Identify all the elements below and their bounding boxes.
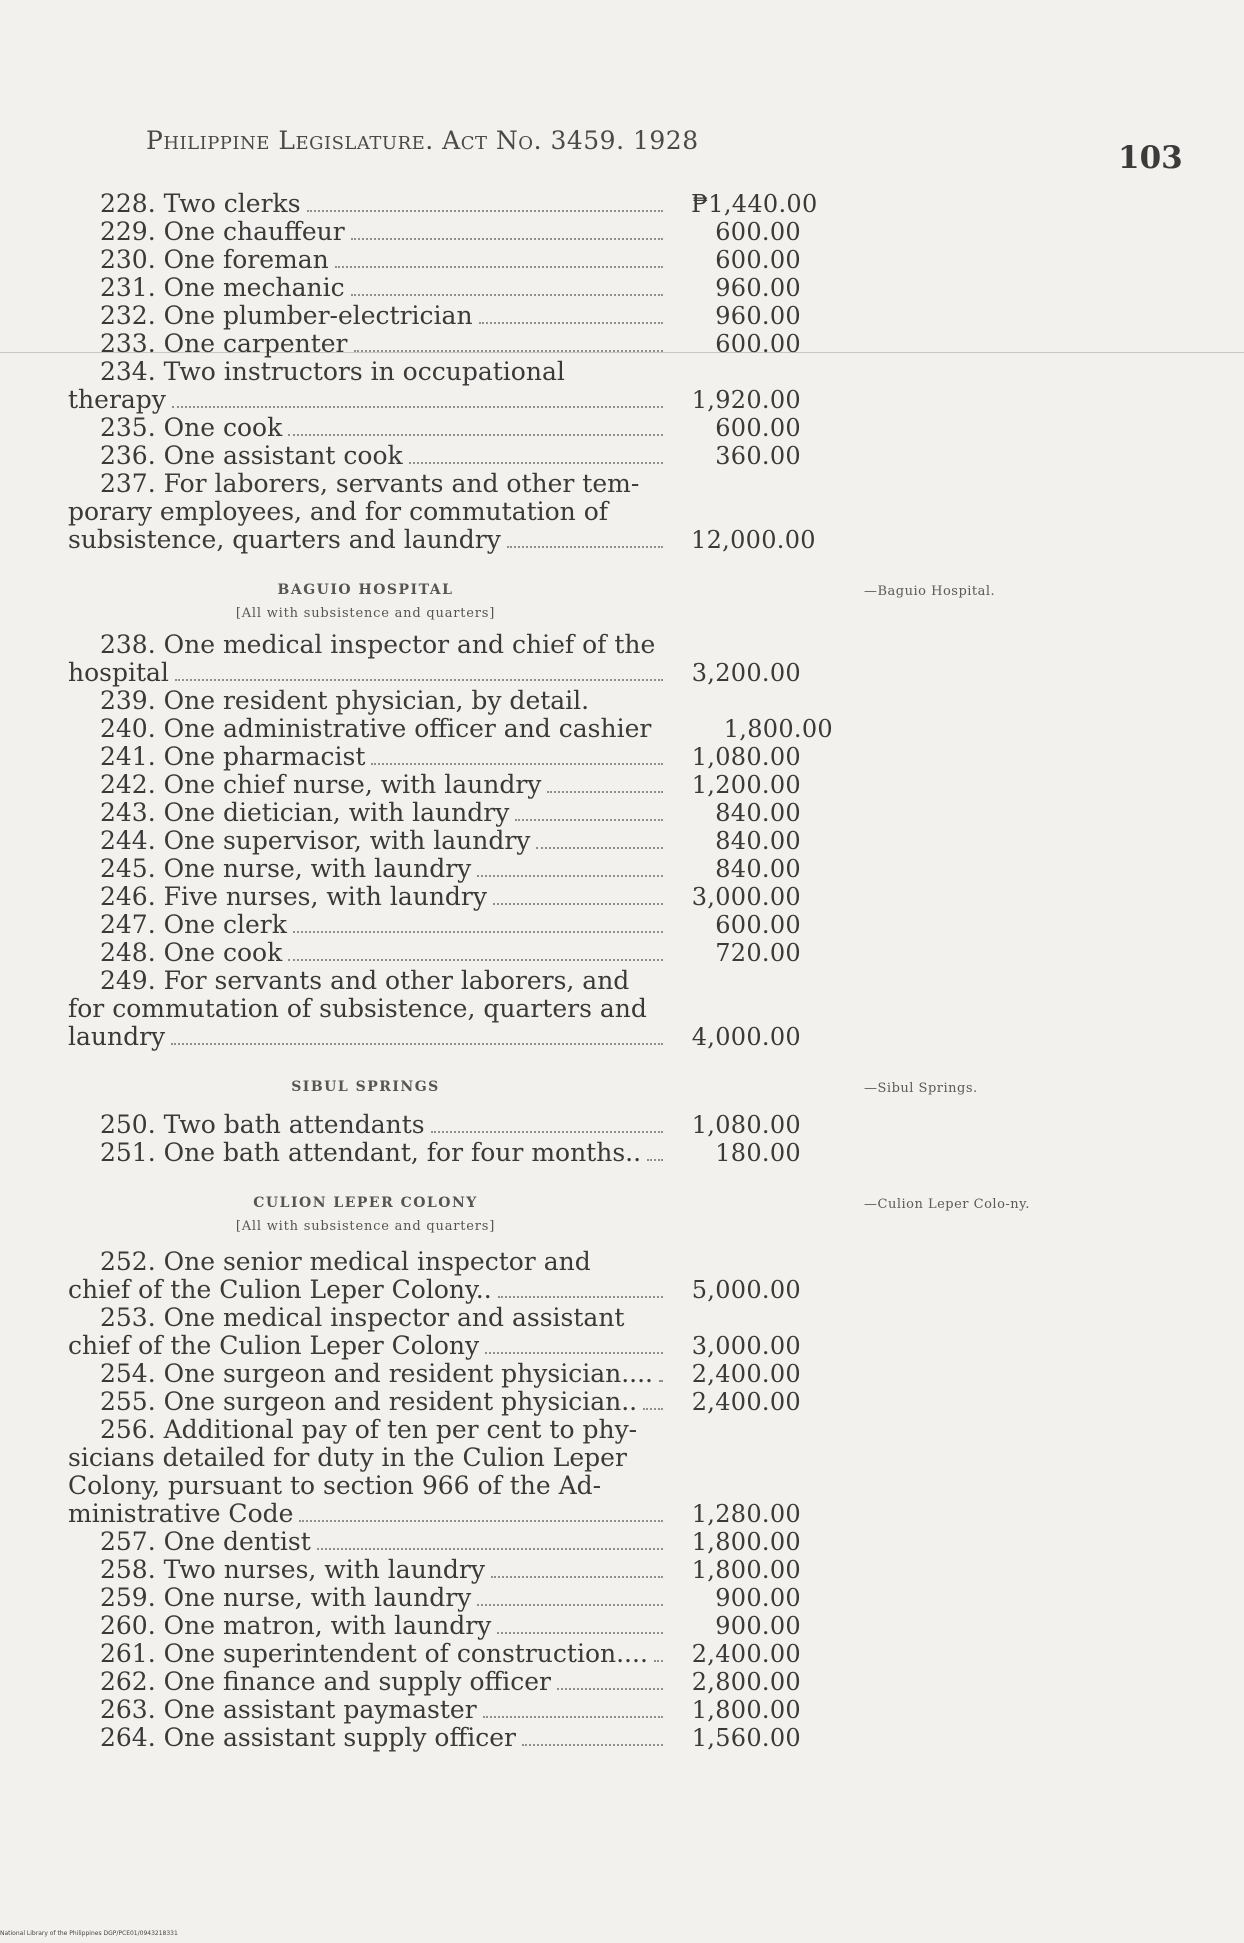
item-text (68, 1724, 516, 1752)
item-description: One supervisor, with laundry (163, 826, 531, 855)
leader-dots (409, 444, 663, 464)
item-description: Two nurses, with laundry (163, 1555, 485, 1584)
item-text (68, 1696, 477, 1724)
item-number: 246. (100, 882, 156, 911)
section-note-baguio: [All with subsistence and quarters] (235, 606, 496, 621)
item-row (68, 1556, 868, 1584)
leader-dots (654, 1642, 663, 1662)
item-amount: 1,200.00 (691, 771, 801, 799)
item-row (68, 827, 868, 855)
item-number: 254. (100, 1359, 156, 1388)
item-row (68, 1111, 868, 1139)
item-number: 257. (100, 1527, 156, 1556)
item-description: Five nurses, with laundry (163, 882, 488, 911)
leader-dots (171, 1025, 663, 1045)
section-title-baguio: BAGUIO HOSPITAL (277, 582, 454, 598)
section-baguio (68, 570, 996, 606)
item-row (68, 1584, 868, 1612)
item-number: 251. (100, 1138, 156, 1167)
item-253-amount: 3,000.00 (691, 1332, 801, 1360)
item-description: One dietician, with laundry (163, 798, 510, 827)
item-description: One dentist (163, 1527, 311, 1556)
leader-dots (493, 885, 663, 905)
item-amount: 900.00 (715, 1584, 801, 1612)
item-text (68, 1111, 425, 1139)
leader-dots (477, 857, 663, 877)
item-256 (68, 1416, 868, 1528)
item-number: 264. (100, 1723, 156, 1752)
section-title-culion: CULION LEPER COLONY (253, 1195, 478, 1211)
item-text (68, 1388, 637, 1416)
leader-dots (351, 220, 663, 240)
item-number: 229. (100, 217, 156, 246)
item-description: One assistant supply officer (163, 1723, 516, 1752)
item-text (68, 1612, 491, 1640)
item-text (68, 939, 282, 967)
item-249-line-2: for commutation of subsistence, quarters and (68, 994, 647, 1023)
section-culion (68, 1183, 1030, 1219)
leader-dots (659, 1362, 663, 1382)
item-amount: 2,400.00 (691, 1360, 801, 1388)
leader-dots (431, 1113, 663, 1133)
item-row (68, 799, 868, 827)
item-amount: 600.00 (715, 218, 801, 246)
item-text (68, 190, 301, 218)
item-text (68, 218, 345, 246)
item-text (68, 743, 365, 771)
leader-dots (288, 941, 663, 961)
item-249-line-1: 249. For servants and other laborers, and (100, 966, 630, 995)
leader-dots (643, 1390, 663, 1410)
item-238-line-1: 238. One medical inspector and chief of the (100, 630, 656, 659)
item-row (68, 1696, 868, 1724)
item-number: 262. (100, 1667, 156, 1696)
item-row (68, 939, 868, 967)
item-amount: 840.00 (715, 855, 801, 883)
item-237-line-3: subsistence, quarters and laundry (68, 525, 501, 554)
item-237-line-1: 237. For laborers, servants and other tem- (100, 469, 640, 498)
leader-dots (491, 1558, 663, 1578)
leader-dots (335, 248, 663, 268)
leader-dots (483, 1698, 663, 1718)
leader-dots (497, 1614, 663, 1634)
item-number: 248. (100, 938, 156, 967)
item-description: One cook (163, 938, 283, 967)
item-240-text: 240. One administrative officer and cashier (100, 714, 652, 743)
item-amount: 1,800.00 (691, 1556, 801, 1584)
item-text (68, 1139, 641, 1167)
item-text (68, 246, 329, 274)
section-note-culion: [All with subsistence and quarters] (235, 1219, 496, 1234)
item-234-line-2: therapy (68, 385, 166, 414)
item-row (68, 218, 868, 246)
item-description: One chauffeur (163, 217, 345, 246)
item-description: One surgeon and resident physician.. (163, 1387, 638, 1416)
item-237 (68, 470, 868, 554)
item-row (68, 414, 868, 442)
item-amount: 2,400.00 (691, 1388, 801, 1416)
item-text (68, 799, 509, 827)
item-description: One plumber-electrician (163, 301, 473, 330)
running-title: Philippine Legislature. Act No. 3459. 1928 (146, 126, 699, 155)
item-amount: 840.00 (715, 827, 801, 855)
item-234 (68, 358, 868, 414)
item-description: One chief nurse, with laundry (163, 770, 542, 799)
leader-dots (307, 192, 663, 212)
item-text (68, 1640, 648, 1668)
item-252 (68, 1248, 868, 1304)
group-1 (68, 190, 868, 358)
item-row (68, 771, 868, 799)
item-text (68, 274, 345, 302)
item-text (68, 1528, 311, 1556)
group-6 (68, 1528, 868, 1752)
item-text (68, 414, 282, 442)
item-238 (68, 631, 868, 687)
item-amount: 360.00 (715, 442, 801, 470)
item-number: 261. (100, 1639, 156, 1668)
leader-dots (498, 1278, 663, 1298)
item-256-line-2: sicians detailed for duty in the Culion Leper (68, 1443, 627, 1472)
leader-dots (647, 1141, 663, 1161)
item-row (68, 911, 868, 939)
item-description: One superintendent of construction.... (163, 1639, 648, 1668)
item-amount: 600.00 (715, 246, 801, 274)
item-249-line-3: laundry (68, 1022, 166, 1051)
item-row (68, 302, 868, 330)
item-description: One assistant paymaster (163, 1695, 477, 1724)
leader-dots (515, 801, 663, 821)
item-number: 255. (100, 1387, 156, 1416)
leader-dots (371, 745, 663, 765)
item-amount: 1,080.00 (691, 1111, 801, 1139)
item-number: 260. (100, 1611, 156, 1640)
leader-dots (507, 528, 663, 548)
item-row (68, 330, 868, 358)
item-number: 247. (100, 910, 156, 939)
group-4 (68, 1111, 868, 1167)
item-amount: 600.00 (715, 414, 801, 442)
library-footer: National Library of the Philippines DGP/PCE01/0943218331 (0, 1930, 178, 1937)
item-description: One bath attendant, for four months.. (163, 1138, 642, 1167)
group-5 (68, 1360, 868, 1416)
item-text (68, 1584, 471, 1612)
item-number: 243. (100, 798, 156, 827)
item-row (68, 274, 868, 302)
item-description: Two clerks (163, 189, 301, 218)
item-text (68, 1556, 485, 1584)
item-amount: 3,000.00 (691, 883, 801, 911)
item-amount: 600.00 (715, 330, 801, 358)
item-amount: 600.00 (715, 911, 801, 939)
item-234-amount: 1,920.00 (691, 386, 801, 414)
section-sibul (68, 1067, 978, 1103)
leader-dots (351, 276, 663, 296)
item-number: 242. (100, 770, 156, 799)
item-amount: ₱1,440.00 (691, 190, 818, 218)
margin-note-baguio: —Baguio Hospital. (864, 584, 996, 599)
leader-dots (172, 388, 663, 408)
item-number: 235. (100, 413, 156, 442)
leader-dots (536, 829, 663, 849)
item-text (68, 911, 287, 939)
item-description: One finance and supply officer (163, 1667, 552, 1696)
item-number: 232. (100, 301, 156, 330)
item-description: Two bath attendants (163, 1110, 425, 1139)
leader-dots (288, 416, 663, 436)
item-text (68, 302, 473, 330)
leader-dots (299, 1502, 663, 1522)
item-description: One nurse, with laundry (163, 854, 472, 883)
leader-dots (293, 913, 663, 933)
item-description: One pharmacist (163, 742, 366, 771)
item-238-amount: 3,200.00 (691, 659, 801, 687)
item-amount: 2,400.00 (691, 1640, 801, 1668)
item-252-amount: 5,000.00 (691, 1276, 801, 1304)
item-number: 258. (100, 1555, 156, 1584)
item-text (68, 883, 487, 911)
item-amount: 900.00 (715, 1612, 801, 1640)
item-252-line-2: chief of the Culion Leper Colony.. (68, 1275, 492, 1304)
item-249-amount: 4,000.00 (691, 1023, 801, 1051)
item-row (68, 883, 868, 911)
item-row (68, 743, 868, 771)
item-number: 263. (100, 1695, 156, 1724)
item-text (68, 1360, 653, 1388)
item-row (68, 1528, 868, 1556)
item-number: 245. (100, 854, 156, 883)
item-amount: 1,080.00 (691, 743, 801, 771)
item-237-amount: 12,000.00 (691, 526, 816, 554)
item-240 (68, 715, 868, 743)
item-number: 231. (100, 273, 156, 302)
item-239-text: 239. One resident physician, by detail. (100, 686, 590, 715)
item-number: 259. (100, 1583, 156, 1612)
item-description: One surgeon and resident physician.... (163, 1359, 654, 1388)
item-description: One assistant cook (163, 441, 403, 470)
item-description: One clerk (163, 910, 287, 939)
page-number: 103 (1118, 140, 1183, 176)
item-amount: 720.00 (715, 939, 801, 967)
item-256-line-3: Colony, pursuant to section 966 of the Ad- (68, 1471, 602, 1500)
leader-dots (317, 1530, 663, 1550)
item-text (68, 1668, 551, 1696)
leader-dots (522, 1726, 663, 1746)
item-row (68, 1612, 868, 1640)
item-row (68, 1668, 868, 1696)
leader-dots (477, 1586, 663, 1606)
item-amount: 2,800.00 (691, 1668, 801, 1696)
item-text (68, 442, 403, 470)
item-256-amount: 1,280.00 (691, 1500, 801, 1528)
item-description: One cook (163, 413, 283, 442)
group-3 (68, 743, 868, 967)
group-2 (68, 414, 868, 470)
item-amount: 180.00 (715, 1139, 801, 1167)
item-row (68, 442, 868, 470)
item-253 (68, 1304, 868, 1360)
leader-dots (175, 661, 663, 681)
leader-dots (354, 332, 663, 352)
item-237-line-2: porary employees, and for commutation of (68, 497, 609, 526)
item-amount: 1,560.00 (691, 1724, 801, 1752)
item-number: 241. (100, 742, 156, 771)
item-number: 233. (100, 329, 156, 358)
item-row (68, 190, 868, 218)
item-description: One foreman (163, 245, 329, 274)
margin-note-culion: —Culion Leper Colo-ny. (864, 1197, 1030, 1212)
item-description: One matron, with laundry (163, 1611, 492, 1640)
item-row (68, 855, 868, 883)
item-description: One carpenter (163, 329, 348, 358)
item-number: 230. (100, 245, 156, 274)
item-amount: 840.00 (715, 799, 801, 827)
item-amount: 1,800.00 (691, 1528, 801, 1556)
item-238-line-2: hospital (68, 658, 169, 687)
item-249 (68, 967, 868, 1051)
item-text (68, 330, 348, 358)
leader-dots (547, 773, 663, 793)
item-amount: 960.00 (715, 302, 801, 330)
appropriation-list (68, 189, 1030, 1752)
item-252-line-1: 252. One senior medical inspector and (100, 1247, 591, 1276)
leader-dots (485, 1334, 663, 1354)
item-253-line-1: 253. One medical inspector and assistant (100, 1303, 625, 1332)
item-description: One mechanic (163, 273, 345, 302)
item-number: 236. (100, 441, 156, 470)
item-amount: 960.00 (715, 274, 801, 302)
item-row (68, 1640, 868, 1668)
item-row (68, 1388, 868, 1416)
item-amount: 1,800.00 (691, 1696, 801, 1724)
item-row (68, 1724, 868, 1752)
item-number: 244. (100, 826, 156, 855)
item-row (68, 246, 868, 274)
item-256-line-4: ministrative Code (68, 1499, 294, 1528)
item-description: One nurse, with laundry (163, 1583, 472, 1612)
item-239 (68, 687, 868, 715)
item-text (68, 771, 541, 799)
item-240-amount: 1,800.00 (723, 715, 833, 743)
item-number: 250. (100, 1110, 156, 1139)
leader-dots (479, 304, 663, 324)
item-row (68, 1139, 868, 1167)
item-number: 228. (100, 189, 156, 218)
item-text (68, 855, 471, 883)
item-256-line-1: 256. Additional pay of ten per cent to phy- (100, 1415, 638, 1444)
item-row (68, 1360, 868, 1388)
leader-dots (557, 1670, 663, 1690)
item-253-line-2: chief of the Culion Leper Colony (68, 1331, 480, 1360)
margin-note-sibul: —Sibul Springs. (864, 1081, 978, 1096)
item-234-line-1: 234. Two instructors in occupational (100, 357, 565, 386)
item-text (68, 827, 530, 855)
section-title-sibul: SIBUL SPRINGS (291, 1079, 440, 1095)
